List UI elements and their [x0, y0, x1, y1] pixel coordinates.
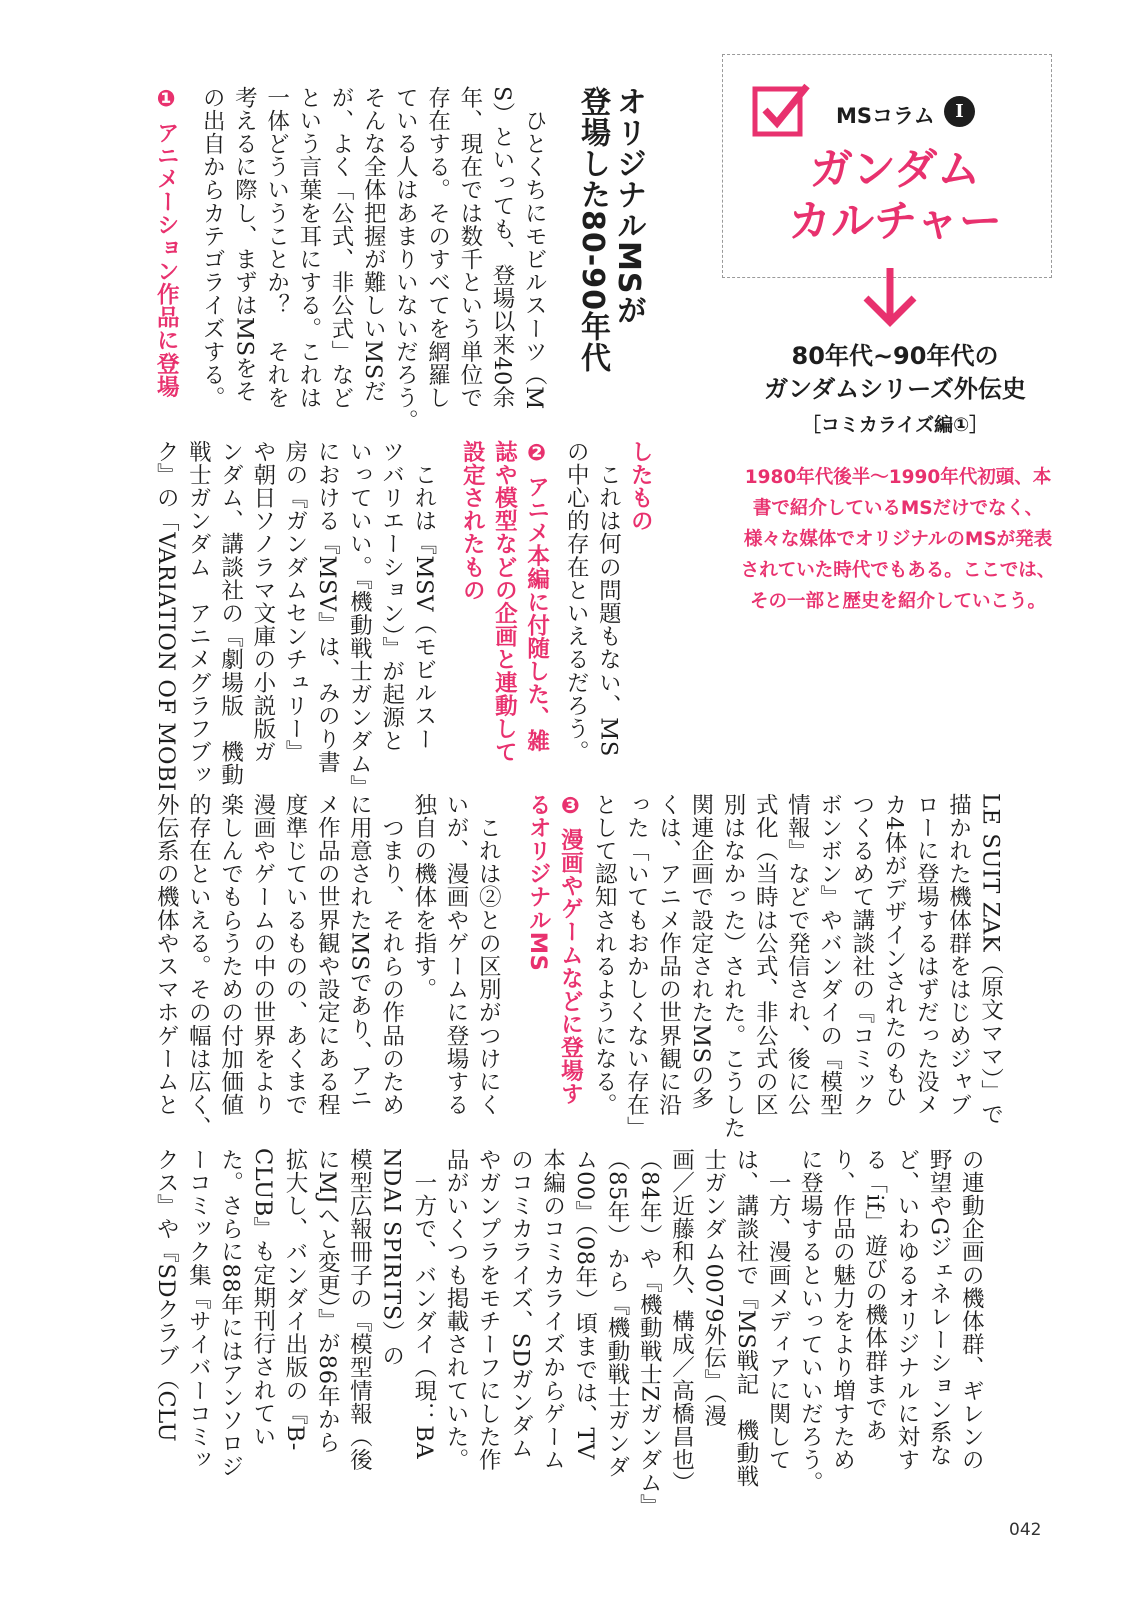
- text-line: 一方、漫画メディアに関して: [765, 1148, 792, 1472]
- text-line: 漫画やゲームの中の世界をより: [249, 793, 276, 1117]
- text-line: 独自の機体を指す。: [410, 793, 437, 1001]
- text-line: 楽しんでもらうための付加価値: [217, 793, 244, 1117]
- text-line: やガンプラをモチーフにした作: [475, 1148, 502, 1472]
- paragraph-4: [150, 793, 504, 1140]
- lead-paragraph: 1980年代後半〜1990年代初頭、本書で紹介しているMSだけでなく、様々な媒体でオリジナルのMSが発表されていた時代でもある。ここでは、その一部と歴史を紹介していこう。: [740, 467, 1056, 612]
- sub-heading-line1: 80年代~90年代の: [791, 342, 999, 370]
- text-line: た。さらに88年にはアンソロジ: [217, 1148, 244, 1479]
- text-line: 品がいくつも掲載されていた。: [443, 1148, 470, 1472]
- text-line: 一体どういうことか？ それを: [263, 86, 290, 410]
- text-line: った「いてもおかしくない存在」: [623, 793, 650, 1140]
- text-line: （85年）から『機動戦士ガンダ: [604, 1148, 631, 1479]
- paragraph-intro: [196, 86, 550, 433]
- text-line: 一方で、バンダイ（現：BA: [410, 1148, 437, 1460]
- heading-2-line: ❷ アニメ本編に付随した、雑: [523, 440, 550, 753]
- text-line: いが、漫画やゲームに登場する: [443, 793, 470, 1117]
- text-line: という言葉を耳にする。これは: [295, 86, 322, 410]
- text-line: 野望やGジェネレーション系な: [926, 1148, 953, 1467]
- text-line: 式化（当時は公式、非公式の区: [752, 793, 779, 1117]
- text-line: ローに登場するはずだった没メ: [913, 793, 940, 1117]
- text-line: これは何の問題もない、MS: [595, 440, 622, 757]
- heading-2: [456, 440, 553, 770]
- heading-1: ❶ アニメーション作品に登場: [153, 86, 180, 399]
- text-line: LE SUIT ZAK（原文ママ）」で: [977, 793, 1004, 1126]
- paragraph-5: [150, 1148, 987, 1518]
- text-line: ボンボン』やバンダイの『模型: [816, 793, 843, 1117]
- text-line: 度準じているものの、あくまで: [282, 793, 309, 1117]
- checkbox-check-icon: [752, 80, 812, 138]
- series-subtitle: ［コミカライズ編①］: [801, 414, 989, 436]
- text-line: 描かれた機体群をはじめジャブ: [945, 793, 972, 1117]
- text-line: 画／近藤和久、構成／高橋昌也）: [668, 1148, 695, 1495]
- text-line: 房の『ガンダムセンチュリー』: [282, 440, 309, 764]
- text-line: ム00』（08年）頃までは、TV: [571, 1148, 598, 1460]
- text-line: や朝日ソノラマ文庫の小説版ガ: [249, 440, 276, 764]
- heading-2-line: 誌や模型などの企画と連動して: [491, 440, 518, 764]
- arrow-down-icon: [858, 264, 922, 328]
- text-line: カ4体がデザインされたのもひ: [881, 793, 908, 1109]
- text-line: 外伝系の機体やスマホゲームと: [153, 793, 180, 1117]
- text-line: 存在する。そのすべてを網羅し: [424, 86, 451, 410]
- heading-2-line: 設定されたもの: [459, 440, 486, 602]
- page-number: 042: [1009, 1520, 1042, 1540]
- text-line: 本編のコミカライズからゲーム: [539, 1148, 566, 1472]
- text-line: ど、いわゆるオリジナルに対す: [893, 1148, 920, 1472]
- text-line: の出自からカテゴライズする。: [199, 86, 226, 410]
- text-line: メ作品の世界観や設定にある程: [314, 793, 341, 1117]
- text-line: に用意されたMSであり、アニ: [346, 793, 373, 1110]
- text-line: ている人はあまりいないだろう。: [392, 86, 419, 433]
- text-line: は、講談社で『MS戦記 機動戦: [732, 1148, 759, 1488]
- text-line: 模型広報冊子の『模型情報（後: [346, 1148, 373, 1472]
- text-line: ンダム、講談社の『劇場版 機動: [217, 440, 244, 787]
- text-line: として認知されるようになる。: [591, 793, 618, 1117]
- text-line: ーコミック集『サイバーコミッ: [185, 1148, 212, 1472]
- text-line: に登場するといっていいだろう。: [797, 1148, 824, 1495]
- main-title-col1: オリジナルMSが: [611, 86, 646, 326]
- column-title-line1: ガンダム: [809, 145, 981, 195]
- text-line: 情報』などで発信され、後に公: [784, 793, 811, 1117]
- text-line: クス』や『SDクラブ（CLU: [153, 1148, 180, 1443]
- text-line: の中心的存在といえるだろう。: [563, 440, 590, 764]
- paragraph-1: [560, 440, 624, 770]
- sub-heading: [730, 340, 1060, 406]
- text-line: の連動企画の機体群、ギレンの: [958, 1148, 985, 1472]
- text-line: CLUB』も定期刊行されてい: [249, 1148, 276, 1448]
- column-title-line2: カルチャー: [788, 197, 1002, 247]
- text-line: これは『MSV（モビルスー: [410, 440, 437, 751]
- text-line: S）といっても、登場以来40余: [489, 86, 516, 410]
- text-line: 戦士ガンダム アニメグラフブッ: [185, 440, 212, 787]
- text-line: る「if」遊びの機体群まであ: [861, 1148, 888, 1442]
- text-line: （84年）や『機動戦士Zガンダム』: [636, 1148, 663, 1518]
- text-line: ひとくちにモビルスーツ（M: [521, 86, 548, 410]
- series-number-badge: Ⅰ: [944, 96, 975, 127]
- text-line: における『MSV』は、みのり書: [314, 440, 341, 774]
- text-line: が、よく「公式、非公式」など: [328, 86, 355, 410]
- text-line: 考えるに際し、まずはMSをそ: [231, 86, 258, 403]
- text-line: 関連企画で設定されたMSの多: [687, 793, 714, 1110]
- paragraph-2: [150, 440, 440, 799]
- heading-3-line: るオリジナルMS: [525, 793, 552, 972]
- text-line: 士ガンダム0079外伝』（漫: [700, 1148, 727, 1428]
- text-line: り、作品の魅力をより増すため: [829, 1148, 856, 1472]
- text-line: 拡大し、バンダイ出版の『B-: [282, 1148, 309, 1451]
- text-line: 的存在といえる。その幅は広く、: [185, 793, 212, 1140]
- series-label: MSコラム: [836, 104, 935, 128]
- text-line: そんな全体把握が難しいMSだ: [360, 86, 387, 403]
- paragraph-3: [588, 793, 1007, 1140]
- sub-heading-line2: ガンダムシリーズ外伝史: [764, 375, 1026, 403]
- text-line: いっていい。『機動戦士ガンダム』: [346, 440, 373, 799]
- text-line: ク』の「VARIATION OF MOBI: [153, 440, 180, 792]
- text-line: NDAI SPIRITS）の: [378, 1148, 405, 1368]
- main-title: [574, 86, 646, 466]
- main-title-col2: 登場した80-90年代: [575, 86, 610, 373]
- text-line: のコミカライズ、SDガンダム: [507, 1148, 534, 1460]
- text-line: くは、アニメ作品の世界観に沿: [655, 793, 682, 1117]
- heading-1-continuation: したもの: [627, 440, 654, 533]
- column-title: [770, 144, 1020, 248]
- heading-3: [522, 793, 586, 1123]
- text-line: つくるめて講談社の『コミック: [848, 793, 875, 1117]
- text-line: ツバリエーション）』が起源と: [378, 440, 405, 753]
- text-line: 年、現在では数千という単位で: [456, 86, 483, 410]
- text-line: 別はなかった）された。こうした: [720, 793, 747, 1140]
- text-line: これは②との区別がつけにく: [475, 793, 502, 1117]
- text-line: にMJへと変更）』が86年から: [314, 1148, 341, 1454]
- heading-3-line: ❸ 漫画やゲームなどに登場す: [557, 793, 584, 1106]
- text-line: つまり、それらの作品のため: [378, 793, 405, 1117]
